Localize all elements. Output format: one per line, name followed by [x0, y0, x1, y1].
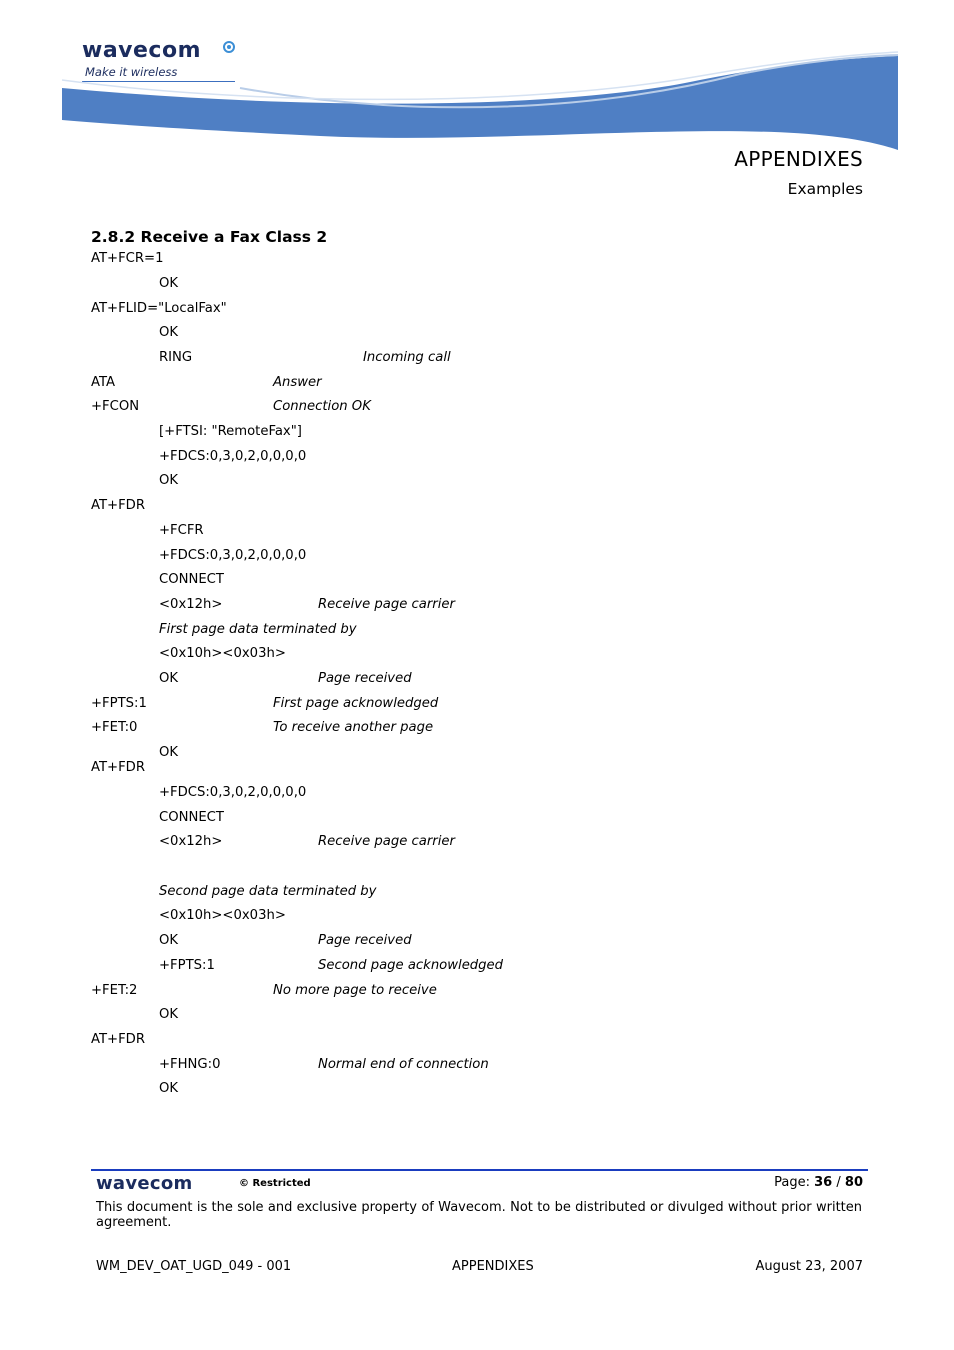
- response-line: OK: [159, 276, 179, 291]
- response-line: OK: [159, 325, 179, 340]
- command-line: AT+FDR: [91, 760, 146, 775]
- subsection-title: Examples: [787, 180, 863, 198]
- response-line: OK: [159, 933, 179, 948]
- response-line: OK: [159, 745, 179, 760]
- command-line: AT+FDR: [91, 498, 146, 513]
- response-line: OK: [159, 473, 179, 488]
- line-comment: Normal end of connection: [318, 1057, 489, 1072]
- command-line: AT+FCR=1: [91, 251, 164, 266]
- command-line: +FCON: [91, 399, 140, 414]
- response-line: +FDCS:0,3,0,2,0,0,0,0: [159, 785, 307, 800]
- line-comment: Receive page carrier: [318, 597, 455, 612]
- line-comment: Page received: [318, 933, 412, 948]
- page-current: 36: [814, 1175, 833, 1190]
- section-title: APPENDIXES: [734, 147, 863, 171]
- response-line: +FDCS:0,3,0,2,0,0,0,0: [159, 449, 307, 464]
- footer-logo: wavecom: [96, 1173, 193, 1194]
- line-comment: Page received: [318, 671, 412, 686]
- page-label: Page:: [774, 1175, 810, 1190]
- response-line: OK: [159, 1081, 179, 1096]
- response-line: <0x12h>: [159, 834, 223, 849]
- response-line: +FPTS:1: [159, 958, 215, 973]
- header-banner: [0, 50, 954, 160]
- command-line: +FET:2: [91, 983, 138, 998]
- response-line: <0x12h>: [159, 597, 223, 612]
- command-line: AT+FDR: [91, 1032, 146, 1047]
- line-comment: Second page acknowledged: [318, 958, 504, 973]
- response-line: +FHNG:0: [159, 1057, 221, 1072]
- footer-doc-ref: WM_DEV_OAT_UGD_049 - 001: [96, 1259, 292, 1274]
- line-comment: No more page to receive: [273, 983, 437, 998]
- footer-notice: This document is the sole and exclusive property of Wavecom. Not to be distributed or divulged without prior written agreement.: [96, 1200, 862, 1230]
- page-separator: /: [836, 1175, 841, 1190]
- response-line: OK: [159, 671, 179, 686]
- footer-section: APPENDIXES: [452, 1259, 534, 1274]
- logo-wordmark: wavecom: [82, 38, 202, 63]
- page-total: 80: [844, 1175, 863, 1190]
- data-note: Second page data terminated by: [159, 884, 377, 899]
- command-line: AT+FLID="LocalFax": [91, 301, 227, 316]
- command-line: ATA: [91, 375, 116, 390]
- response-line: <0x10h><0x03h>: [159, 908, 286, 923]
- line-comment: Incoming call: [363, 350, 451, 365]
- logo-tagline: Make it wireless: [85, 65, 178, 79]
- command-line: +FPTS:1: [91, 696, 147, 711]
- response-line: OK: [159, 1007, 179, 1022]
- command-line: +FET:0: [91, 720, 138, 735]
- response-line: <0x10h><0x03h>: [159, 646, 286, 661]
- line-comment: Answer: [273, 375, 322, 390]
- response-line: +FCFR: [159, 523, 204, 538]
- footer-restricted: © Restricted: [239, 1178, 311, 1189]
- line-comment: First page acknowledged: [273, 696, 439, 711]
- response-line: CONNECT: [159, 810, 224, 825]
- line-comment: To receive another page: [273, 720, 434, 735]
- footer-date: August 23, 2007: [755, 1259, 863, 1274]
- response-line: [+FTSI: "RemoteFax"]: [159, 424, 302, 439]
- page-heading: 2.8.2 Receive a Fax Class 2: [91, 228, 328, 246]
- response-line: CONNECT: [159, 572, 224, 587]
- footer-rule: [91, 1169, 868, 1171]
- line-comment: Receive page carrier: [318, 834, 455, 849]
- response-line: RING: [159, 350, 193, 365]
- line-comment: Connection OK: [273, 399, 371, 414]
- response-line: +FDCS:0,3,0,2,0,0,0,0: [159, 548, 307, 563]
- data-note: First page data terminated by: [159, 622, 357, 637]
- footer-page-number: [774, 1175, 863, 1190]
